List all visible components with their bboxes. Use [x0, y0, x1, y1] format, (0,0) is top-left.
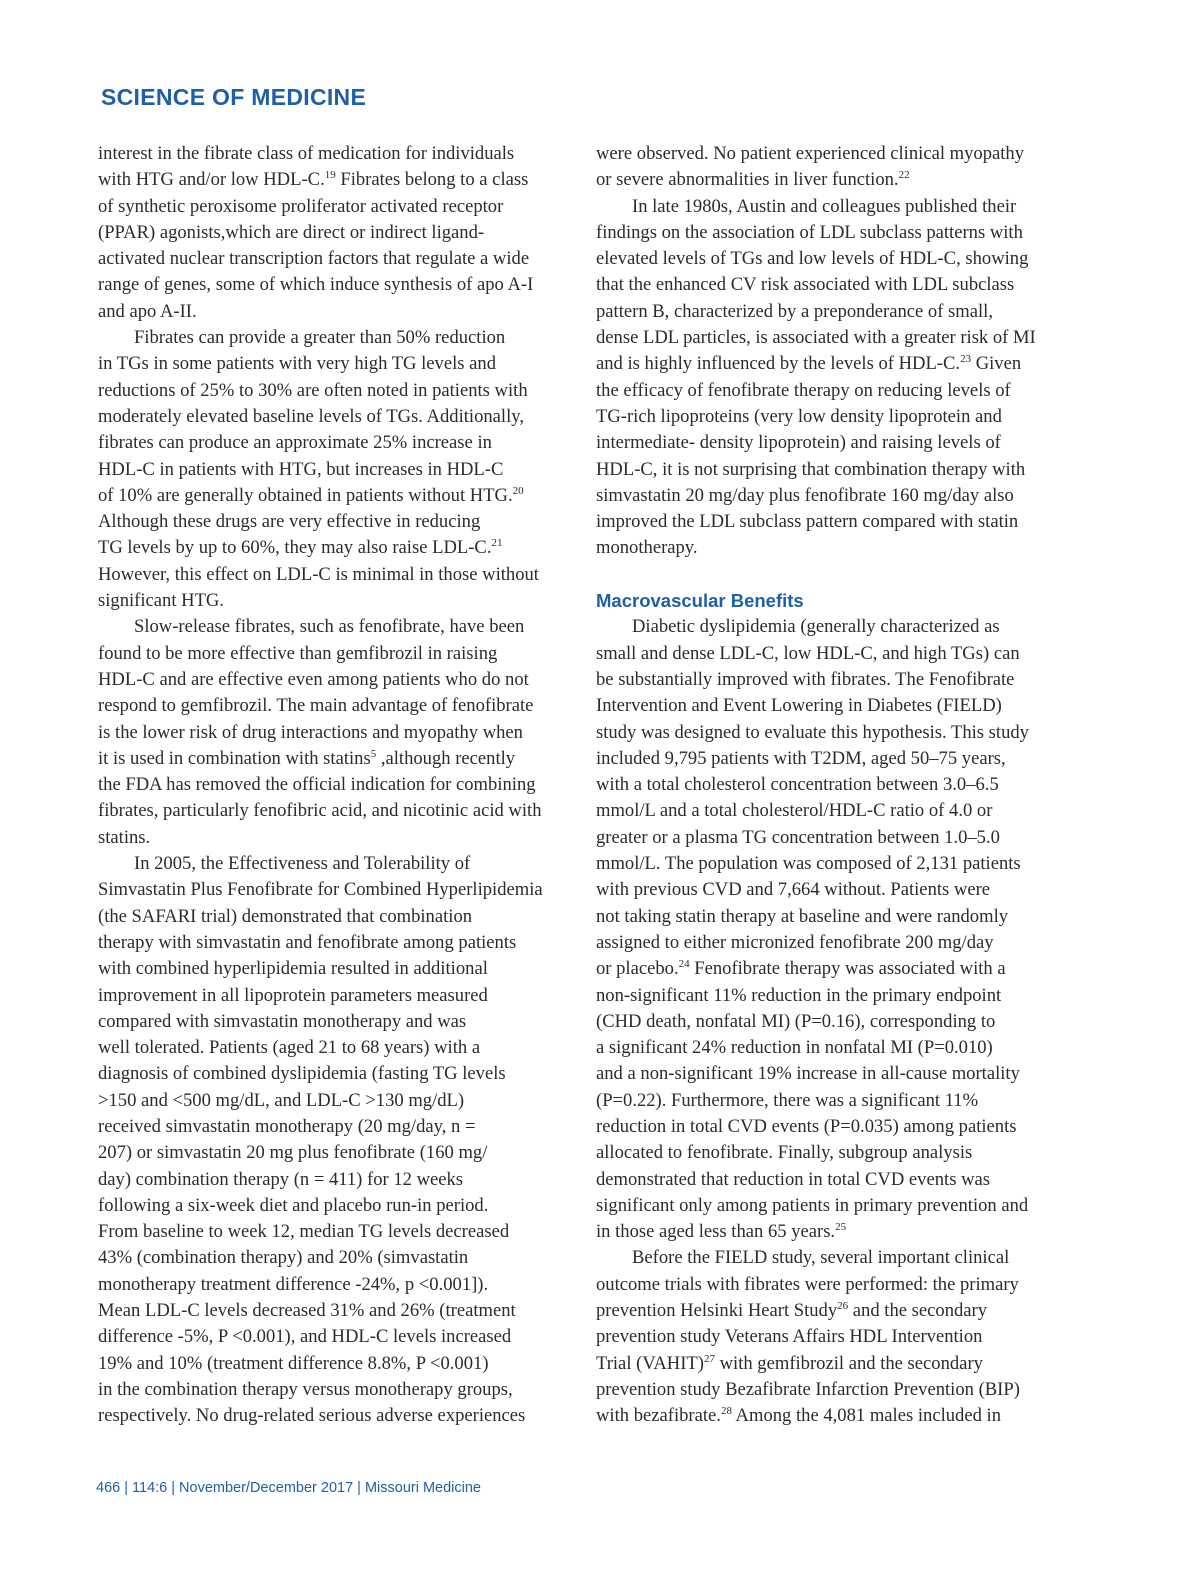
text-line: in TGs in some patients with very high TG levels and	[98, 353, 496, 375]
text-line: and is highly influenced by the levels of HDL-C.$^{23}$ Given	[596, 353, 1022, 375]
text-line: Trial (VAHIT)$^{27}$ with gemfibrozil and the secondary	[596, 1352, 983, 1374]
reference-23: 23	[960, 353, 972, 366]
text-line: range of genes, some of which induce synthesis of apo A-I	[98, 274, 534, 296]
text-line: day) combination therapy (n = 411) for 12 weeks	[98, 1168, 464, 1190]
text-line: of synthetic peroxisome proliferator activated receptor	[98, 195, 504, 217]
text-line: were observed. No patient experienced clinical myopathy	[596, 143, 1025, 164]
text-line: diagnosis of combined dyslipidemia (fasting TG levels	[98, 1063, 506, 1085]
text-line: pattern B, characterized by a preponderance of small,	[596, 300, 993, 322]
text-line: (PPAR) agonists,which are direct or indirect ligand-	[98, 221, 485, 243]
text-line: it is used in combination with statins$^5$ ,although recently	[98, 747, 516, 769]
text-line: fibrates can produce an approximate 25% increase in	[98, 432, 492, 454]
text-line: significant HTG.	[98, 590, 224, 612]
text-line: (P=0.22). Furthermore, there was a significant 11%	[596, 1089, 979, 1111]
text-line: prevention study Bezafibrate Infarction Prevention (BIP)	[596, 1378, 1020, 1400]
text-line: Mean LDL-C levels decreased 31% and 26% (treatment	[98, 1300, 516, 1322]
text-line: monotherapy.	[596, 537, 698, 559]
left-column	[98, 141, 576, 1430]
text-line: >150 and <500 mg/dL, and LDL-C >130 mg/dL)	[98, 1089, 465, 1111]
text-line: Although these drugs are very effective in reducing	[98, 511, 481, 533]
text-line: significant only among patients in primary prevention and	[596, 1194, 1029, 1216]
text-line: prevention study Veterans Affairs HDL Intervention	[596, 1326, 983, 1348]
text-line: respond to gemfibrozil. The main advantage of fenofibrate	[98, 695, 534, 717]
text-line: fibrates, particularly fenofibric acid, and nicotinic acid with	[98, 800, 542, 822]
text-line: with combined hyperlipidemia resulted in additional	[98, 958, 488, 980]
text-line: intermediate- density lipoprotein) and raising levels of	[596, 432, 1001, 454]
text-line: that the enhanced CV risk associated with LDL subclass	[596, 274, 1015, 296]
text-line: (the SAFARI trial) demonstrated that combination	[98, 905, 473, 927]
reference-28: 28	[720, 1405, 732, 1418]
text-line: mmol/L. The population was composed of 2,131 patients	[596, 853, 1021, 875]
subheading: Macrovascular Benefits	[596, 590, 804, 612]
text-line: 43% (combination therapy) and 20% (simvastatin	[98, 1247, 469, 1269]
text-line: improved the LDL subclass pattern compared with statin	[596, 511, 1019, 533]
text-line: demonstrated that reduction in total CVD events was	[596, 1168, 990, 1190]
reference-21: 21	[491, 537, 503, 550]
reference-19: 19	[324, 169, 336, 182]
text-line: non-significant 11% reduction in the primary endpoint	[596, 984, 1002, 1006]
text-line: Intervention and Event Lowering in Diabetes (FIELD)	[596, 695, 1002, 717]
section-header: SCIENCE OF MEDICINE	[101, 84, 367, 110]
text-line: 207) or simvastatin 20 mg plus fenofibrate (160 mg/	[98, 1142, 488, 1164]
reference-20: 20	[512, 484, 524, 497]
text-line: the FDA has removed the official indication for combining	[98, 774, 536, 796]
reference-26: 26	[837, 1300, 849, 1313]
paragraph-start: Diabetic dyslipidemia (generally characterized as	[632, 616, 1000, 638]
spacer	[596, 562, 1066, 588]
reference-27: 27	[703, 1352, 715, 1365]
text-line: reduction in total CVD events (P=0.035) among patients	[596, 1115, 1017, 1137]
text-line: interest in the fibrate class of medication for individuals	[98, 143, 515, 164]
text-line: elevated levels of TGs and low levels of HDL-C, showing	[596, 248, 1029, 270]
reference-5: 5	[370, 747, 377, 760]
text-line: monotherapy treatment difference -24%, p <0.001]).	[98, 1273, 489, 1295]
paragraph-start: Before the FIELD study, several important clinical	[632, 1247, 1010, 1269]
text-line: and apo A-II.	[98, 300, 197, 322]
text-line: 19% and 10% (treatment difference 8.8%, P <0.001)	[98, 1352, 489, 1374]
text-line: of 10% are generally obtained in patients without HTG.$^{20}$	[98, 484, 524, 506]
text-line: or severe abnormalities in liver function.$^{22}$	[596, 169, 910, 191]
text-line: findings on the association of LDL subclass patterns with	[596, 221, 1023, 243]
text-line: mmol/L and a total cholesterol/HDL-C ratio of 4.0 or	[596, 800, 993, 822]
text-line: with previous CVD and 7,664 without. Patients were	[596, 879, 991, 901]
text-line: with HTG and/or low HDL-C.$^{19}$ Fibrates belong to a class	[98, 169, 529, 191]
text-line: statins.	[98, 826, 151, 848]
text-line: simvastatin 20 mg/day plus fenofibrate 160 mg/day also	[596, 484, 1014, 506]
reference-25: 25	[835, 1221, 847, 1234]
text-line: compared with simvastatin monotherapy and was	[98, 1010, 467, 1032]
text-line: with bezafibrate.$^{28}$ Among the 4,081 males included in	[596, 1405, 1001, 1427]
text-line: difference -5%, P <0.001), and HDL-C levels increased	[98, 1326, 512, 1348]
text-line: therapy with simvastatin and fenofibrate among patients	[98, 931, 517, 953]
text-line: Simvastatin Plus Fenofibrate for Combined Hyperlipidemia	[98, 879, 543, 901]
text-line: in the combination therapy versus monotherapy groups,	[98, 1378, 513, 1400]
right-column	[596, 141, 1066, 1430]
text-line: not taking statin therapy at baseline and were randomly	[596, 905, 1009, 927]
text-line: moderately elevated baseline levels of TGs. Additionally,	[98, 405, 524, 427]
text-line: allocated to fenofibrate. Finally, subgroup analysis	[596, 1142, 973, 1164]
text-line: is the lower risk of drug interactions and myopathy when	[98, 721, 523, 743]
paragraph-start: In 2005, the Effectiveness and Tolerability of	[134, 853, 471, 875]
text-line: reductions of 25% to 30% are often noted in patients with	[98, 379, 528, 401]
text-line: (CHD death, nonfatal MI) (P=0.16), corresponding to	[596, 1010, 996, 1032]
text-line: respectively. No drug-related serious adverse experiences	[98, 1405, 526, 1427]
text-line: HDL-C, it is not surprising that combination therapy with	[596, 458, 1026, 480]
text-line: From baseline to week 12, median TG levels decreased	[98, 1221, 510, 1243]
reference-22: 22	[898, 169, 910, 182]
text-line: assigned to either micronized fenofibrate 200 mg/day	[596, 931, 994, 953]
text-line: HDL-C in patients with HTG, but increases in HDL-C	[98, 458, 504, 480]
text-line: be substantially improved with fibrates. The Fenofibrate	[596, 668, 1015, 690]
text-line: study was designed to evaluate this hypothesis. This study	[596, 721, 1029, 743]
text-line: HDL-C and are effective even among patients who do not	[98, 668, 529, 690]
paragraph-start: Slow-release fibrates, such as fenofibrate, have been	[134, 616, 525, 638]
text-line: with a total cholesterol concentration between 3.0–6.5	[596, 774, 999, 796]
text-line: outcome trials with fibrates were performed: the primary	[596, 1273, 1019, 1295]
text-line: and a non-significant 19% increase in all-cause mortality	[596, 1063, 1020, 1085]
text-line: prevention Helsinki Heart Study$^{26}$ and the secondary	[596, 1300, 988, 1322]
text-line: found to be more effective than gemfibrozil in raising	[98, 642, 498, 664]
text-line: activated nuclear transcription factors that regulate a wide	[98, 248, 530, 270]
text-line: improvement in all lipoprotein parameters measured	[98, 984, 488, 1006]
text-line: in those aged less than 65 years.$^{25}$	[596, 1221, 847, 1243]
paragraph-start: In late 1980s, Austin and colleagues published their	[632, 195, 1017, 217]
reference-24: 24	[678, 958, 690, 971]
text-line: received simvastatin monotherapy (20 mg/day, n =	[98, 1115, 476, 1137]
text-line: well tolerated. Patients (aged 21 to 68 years) with a	[98, 1037, 481, 1059]
text-line: dense LDL particles, is associated with a greater risk of MI	[596, 327, 1036, 349]
text-line: TG-rich lipoproteins (very low density lipoprotein and	[596, 405, 1002, 427]
text-line: small and dense LDL-C, low HDL-C, and high TGs) can	[596, 642, 1020, 664]
text-line: TG levels by up to 60%, they may also raise LDL-C.$^{21}$	[98, 537, 503, 559]
text-line: the efficacy of fenofibrate therapy on reducing levels of	[596, 379, 1011, 401]
text-line: greater or a plasma TG concentration between 1.0–5.0	[596, 826, 1000, 848]
page-footer: 466 | 114:6 | November/December 2017 | Missouri Medicine	[96, 1480, 481, 1496]
text-line: a significant 24% reduction in nonfatal MI (P=0.010)	[596, 1037, 993, 1059]
paragraph-start: Fibrates can provide a greater than 50% reduction	[134, 327, 506, 349]
text-line: following a six-week diet and placebo run-in period.	[98, 1194, 489, 1216]
text-line: or placebo.$^{24}$ Fenofibrate therapy was associated with a	[596, 958, 1006, 980]
text-line: included 9,795 patients with T2DM, aged 50–75 years,	[596, 747, 1006, 769]
text-line: However, this effect on LDL-C is minimal in those without	[98, 563, 539, 585]
